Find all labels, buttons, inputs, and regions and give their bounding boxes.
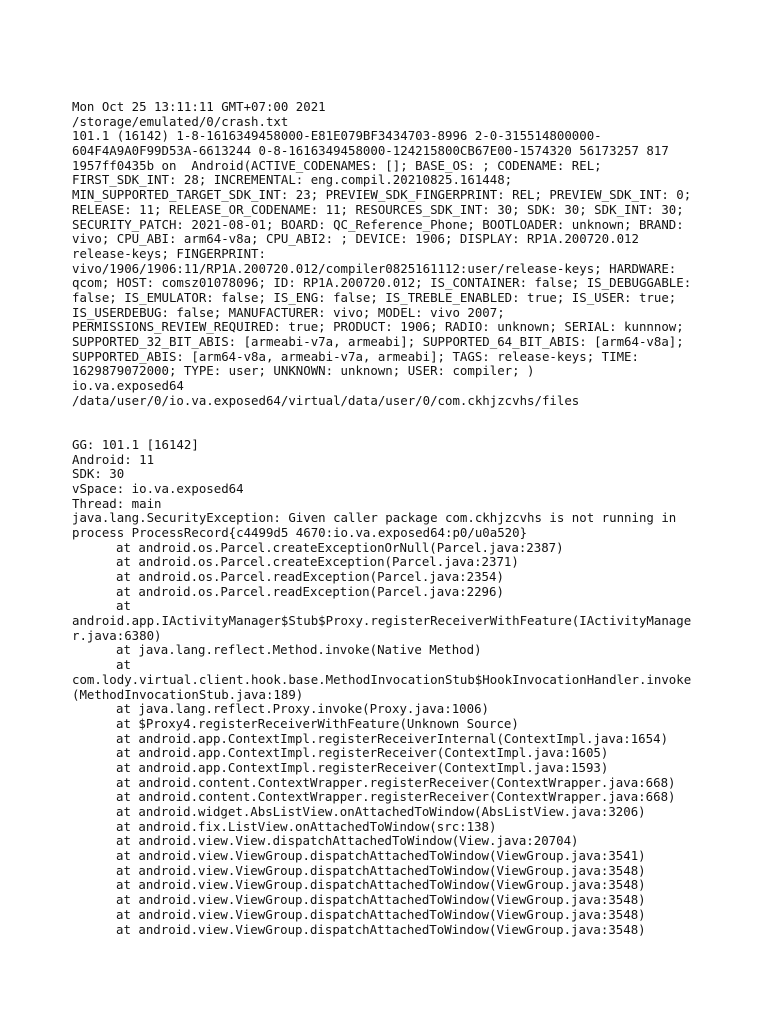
stack-trace xyxy=(72,541,702,938)
exception-line: process ProcessRecord{c4499d5 4670:io.va.exposed64:p0/u0a520} xyxy=(72,524,528,540)
stack-frame: at android.app.ContextImpl.registerReceiverInternal(ContextImpl.java:1654) xyxy=(116,730,669,746)
stack-frame: at android.view.View.dispatchAttachedToWindow(View.java:20704) xyxy=(116,833,579,849)
stack-frame: at android.content.ContextWrapper.registerReceiver(ContextWrapper.java:668) xyxy=(116,789,676,805)
build-info-line: SUPPORTED_ABIS: [arm64-v8a, armeabi-v7a, armeabi]; TAGS: release-keys; TIME: xyxy=(72,348,639,364)
files-directory: /data/user/0/io.va.exposed64/virtual/data/user/0/com.ckhjzcvhs/files xyxy=(72,392,580,408)
build-info-line: vivo/1906/1906:11/RP1A.200720.012/compiler0825161112:user/release-keys; HARDWARE: xyxy=(72,260,677,276)
stack-frame: at android.view.ViewGroup.dispatchAttachedToWindow(ViewGroup.java:3541) xyxy=(116,848,646,864)
build-info-line: MIN_SUPPORTED_TARGET_SDK_INT: 23; PREVIEW_SDK_FINGERPRINT: REL; PREVIEW_SDK_INT: 0; xyxy=(72,187,692,203)
stack-frame: at android.widget.AbsListView.onAttachedToWindow(AbsListView.java:3206) xyxy=(116,804,646,819)
spacer xyxy=(72,408,702,423)
stack-frame: at java.lang.reflect.Proxy.invoke(Proxy.java:1006) xyxy=(116,701,489,717)
thread-name: Thread: main xyxy=(72,495,162,511)
build-info-block xyxy=(72,129,702,379)
stack-frame: at java.lang.reflect.Method.invoke(Native Method) xyxy=(116,642,482,658)
stack-frame-continuation: (MethodInvocationStub.java:189) xyxy=(72,686,304,702)
build-info-line: 604F4A9A0F99D53A-6613244 0-8-1616349458000-124215800CB67E00-1574320 56173257 817 xyxy=(72,143,669,159)
exception-message xyxy=(72,511,702,540)
stack-frame: at $Proxy4.registerReceiverWithFeature(Unknown Source) xyxy=(116,715,519,731)
stack-frame: at android.os.Parcel.readException(Parcel.java:2296) xyxy=(116,583,504,599)
build-info-line: 101.1 (16142) 1-8-1616349458000-E81E079BF3434703-8996 2-0-315514800000- xyxy=(72,128,602,144)
package-name: io.va.exposed64 xyxy=(72,378,184,394)
build-info-line: SECURITY_PATCH: 2021-08-01; BOARD: QC_Reference_Phone; BOOTLOADER: unknown; BRAND: xyxy=(72,216,684,232)
build-info-line: IS_USERDEBUG: false; MANUFACTURER: vivo; MODEL: vivo 2007; xyxy=(72,304,505,320)
crash-log-document xyxy=(72,100,702,937)
stack-frame-continuation: android.app.IActivityManager$Stub$Proxy.registerReceiverWithFeature(IActivityManage xyxy=(72,613,692,629)
stack-frame-at: at xyxy=(116,657,131,673)
build-info-line: release-keys; FINGERPRINT: xyxy=(72,245,266,261)
build-info-line: FIRST_SDK_INT: 28; INCREMENTAL: eng.compil.20210825.161448; xyxy=(72,172,513,188)
spacer xyxy=(72,423,702,438)
build-info-line: qcom; HOST: comsz01078096; ID: RP1A.200720.012; IS_CONTAINER: false; IS_DEBUGGABLE: xyxy=(72,275,692,291)
stack-frame: at android.content.ContextWrapper.registerReceiver(ContextWrapper.java:668) xyxy=(116,774,676,790)
stack-frame-at: at xyxy=(116,598,131,614)
gg-version: GG: 101.1 [16142] xyxy=(72,436,199,452)
stack-frame: at android.os.Parcel.createExceptionOrNull(Parcel.java:2387) xyxy=(116,539,564,555)
stack-frame: at android.fix.ListView.onAttachedToWindow(src:138) xyxy=(116,818,497,834)
sdk-version: SDK: 30 xyxy=(72,466,125,482)
vspace-name: vSpace: io.va.exposed64 xyxy=(72,480,244,496)
crash-timestamp: Mon Oct 25 13:11:11 GMT+07:00 2021 xyxy=(72,99,326,114)
stack-frame: at android.os.Parcel.readException(Parcel.java:2354) xyxy=(116,569,504,584)
stack-frame: at android.app.ContextImpl.registerReceiver(ContextImpl.java:1605) xyxy=(116,745,609,761)
build-info-line: 1629879072000; TYPE: user; UNKNOWN: unknown; USER: compiler; ) xyxy=(72,363,535,379)
build-info-line: 1957ff0435b on Android(ACTIVE_CODENAMES: []; BASE_OS: ; CODENAME: REL; xyxy=(72,157,602,173)
build-info-line: RELEASE: 11; RELEASE_OR_CODENAME: 11; RESOURCES_SDK_INT: 30; SDK: 30; SDK_INT: 30; xyxy=(72,201,684,217)
android-version: Android: 11 xyxy=(72,451,155,467)
build-info-line: SUPPORTED_32_BIT_ABIS: [armeabi-v7a, armeabi]; SUPPORTED_64_BIT_ABIS: [arm64-v8a]; xyxy=(72,334,684,349)
exception-line: java.lang.SecurityException: Given caller package com.ckhjzcvhs is not running in xyxy=(72,510,677,526)
stack-frame-continuation: com.lody.virtual.client.hook.base.MethodInvocationStub$HookInvocationHandler.invoke xyxy=(72,671,692,687)
stack-frame: at android.view.ViewGroup.dispatchAttachedToWindow(ViewGroup.java:3548) xyxy=(116,877,646,893)
stack-frame: at android.view.ViewGroup.dispatchAttachedToWindow(ViewGroup.java:3548) xyxy=(116,862,646,878)
stack-frame: at android.app.ContextImpl.registerReceiver(ContextImpl.java:1593) xyxy=(116,759,609,775)
build-info-line: PERMISSIONS_REVIEW_REQUIRED: true; PRODUCT: 1906; RADIO: unknown; SERIAL: kunnnow; xyxy=(72,319,684,335)
build-info-line: false; IS_EMULATOR: false; IS_ENG: false; IS_TREBLE_ENABLED: true; IS_USER: true; xyxy=(72,289,677,305)
crash-file-path: /storage/emulated/0/crash.txt xyxy=(72,113,289,129)
stack-frame-continuation: r.java:6380) xyxy=(72,627,162,643)
stack-frame: at android.os.Parcel.createException(Parcel.java:2371) xyxy=(116,554,519,570)
build-info-line: vivo; CPU_ABI: arm64-v8a; CPU_ABI2: ; DEVICE: 1906; DISPLAY: RP1A.200720.012 xyxy=(72,231,639,247)
stack-frame: at android.view.ViewGroup.dispatchAttachedToWindow(ViewGroup.java:3548) xyxy=(116,906,646,922)
stack-frame: at android.view.ViewGroup.dispatchAttachedToWindow(ViewGroup.java:3548) xyxy=(116,921,646,937)
stack-frame: at android.view.ViewGroup.dispatchAttachedToWindow(ViewGroup.java:3548) xyxy=(116,892,646,908)
crash-summary xyxy=(72,438,702,511)
